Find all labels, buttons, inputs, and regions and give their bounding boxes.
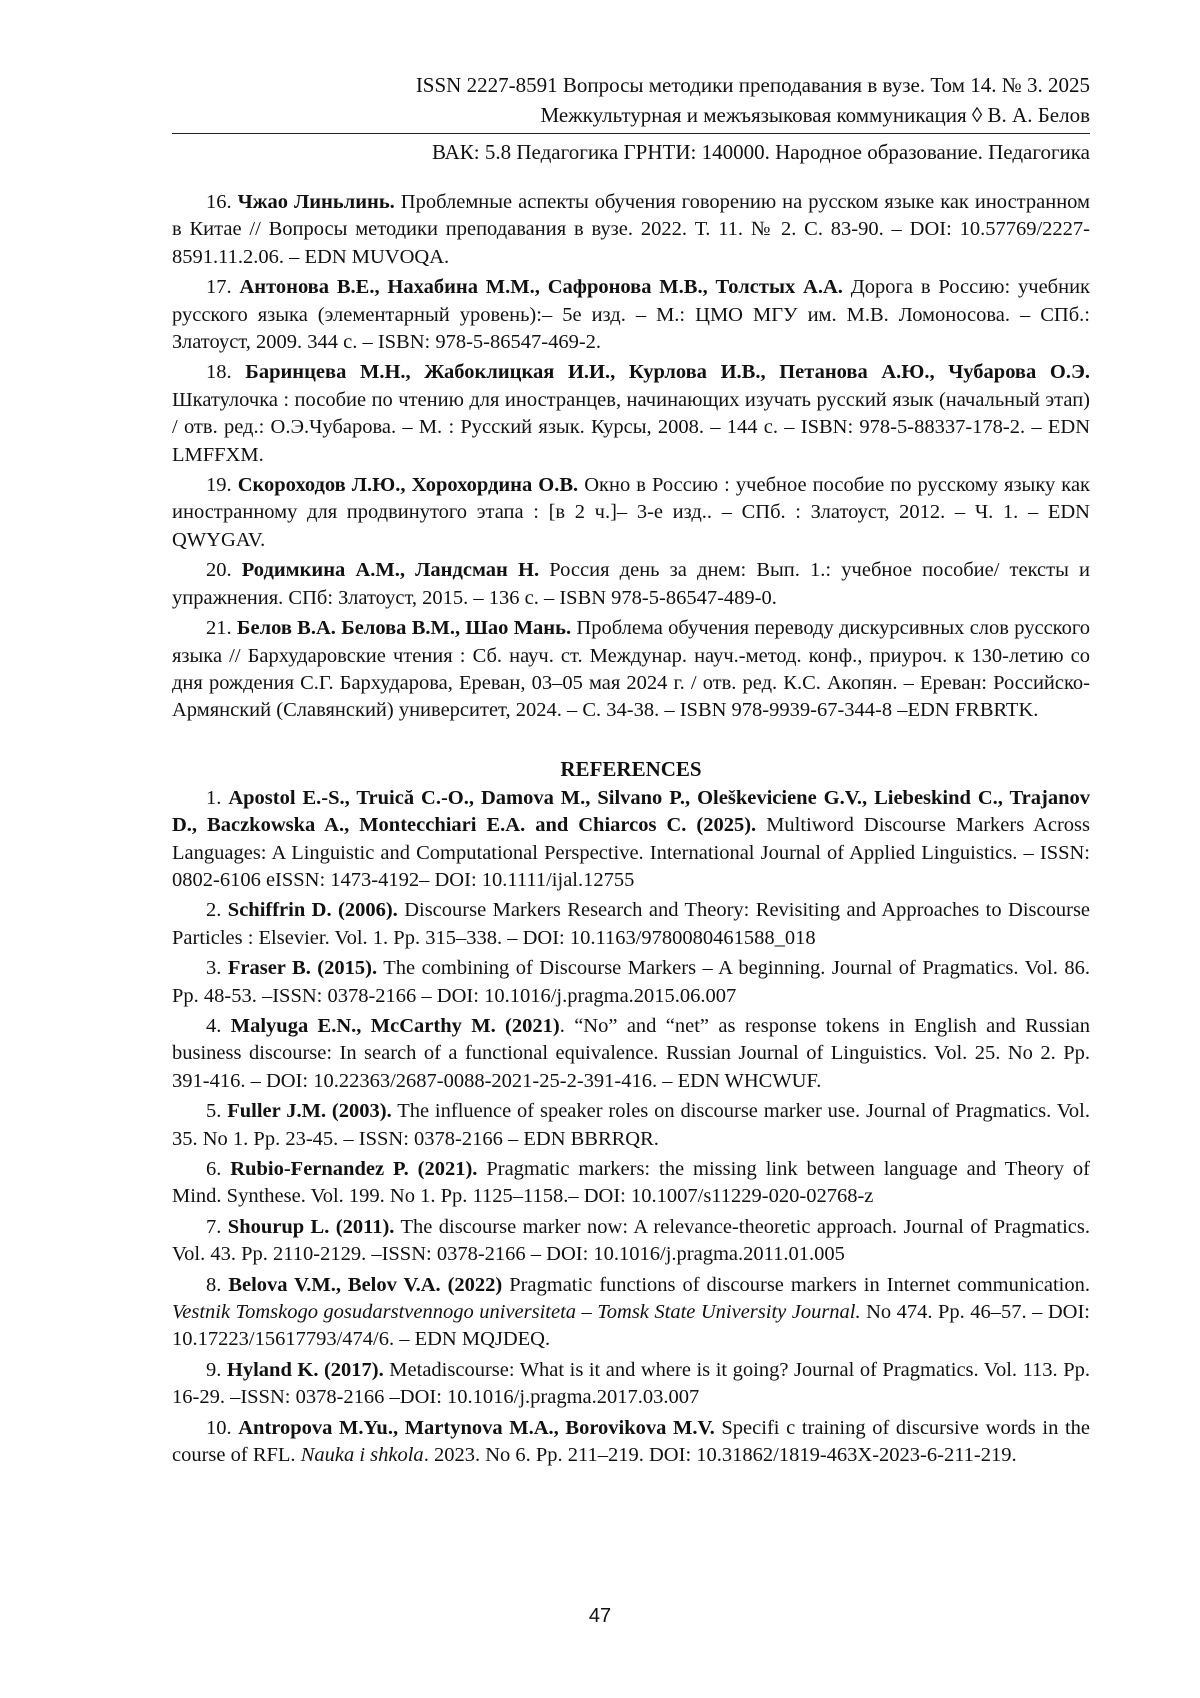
reference-number: 21. <box>206 617 232 640</box>
reference-journal: Nauka i shkola <box>300 1444 424 1467</box>
reference-authors: Hyland K. (2017). <box>226 1358 384 1381</box>
reference-entry-10 <box>172 1415 1090 1470</box>
reference-text: Specifi c training of discursive words in the course of RFL. <box>172 1416 1090 1467</box>
reference-entry-9 <box>172 1357 1090 1412</box>
reference-text: Проблема обучения переводу дискурсивных слов русского языка // Бархударовские чтения : Сб. науч. ст. Междунар. науч.-метод. конф., приуроч. к 130-летию со дня рождения С.Г. Бархударова, Ереван, 03–05 мая 2024 г. / отв. ред. К.С. Акопян. – Ереван: Российско-Армянский (Славянский) университет, 2024. – С. 34-38. – ISBN 978-9939-67-344-8 –EDN FRBRTK. <box>172 617 1090 722</box>
reference-entry-20 <box>172 557 1090 612</box>
reference-number: 7. <box>206 1215 222 1238</box>
reference-entry-18 <box>172 359 1090 469</box>
reference-authors: Rubio-Fernandez P. (2021). <box>230 1158 478 1180</box>
reference-entry-16 <box>172 189 1090 271</box>
reference-text: . “No” and “net” as response tokens in English and Russian business discourse: In search of a functional equivalence. Russian Journal of Linguistics. Vol. 25. No 2. Pp. 391-416. – DOI: 10.22363/2687-0088-2021-25-2-391-416. – EDN WHCWUF. <box>172 1014 1091 1092</box>
reference-entry-3 <box>172 955 1090 1010</box>
reference-entry-21 <box>172 615 1090 725</box>
reference-authors: Fuller J.M. (2003). <box>227 1100 392 1123</box>
russian-reference-list <box>172 189 1090 725</box>
reference-authors: Скороходов Л.Ю., Хорохордина О.В. <box>237 474 579 497</box>
reference-entry-8 <box>172 1272 1090 1354</box>
reference-text: Metadiscourse: What is it and where is it going? Journal of Pragmatics. Vol. 113. Pp. 16-29. –ISSN: 0378-2166 –DOI: 10.1016/j.pragma.2017.03.007 <box>172 1358 1090 1409</box>
reference-authors: Fraser B. (2015). <box>227 957 378 980</box>
reference-number: 8. <box>206 1273 222 1296</box>
reference-number: 3. <box>206 957 222 980</box>
journal-page <box>172 70 1090 1472</box>
page-number: 47 <box>588 1605 612 1627</box>
reference-text: Discourse Markers Research and Theory: Revisiting and Approaches to Discourse Particles : Elsevier. Vol. 1. Pp. 315–338. – DOI: 10.1163/9780080461588_018 <box>172 899 1091 949</box>
reference-entry-19 <box>172 472 1090 554</box>
reference-text: Дорога в Россию: учебник русского языка (элементарный уровень):– 5е изд. – М.: ЦМО МГУ им. М.В. Ломоносова. – СПб.: Златоуст, 2009. 344 с. – ISBN: 978-5-86547-469-2. <box>172 276 1091 354</box>
reference-entry-17 <box>172 274 1090 356</box>
reference-authors: Антонова В.Е., Нахабина М.М., Сафронова М.В., Толстых А.А. <box>239 276 843 299</box>
reference-number: 20. <box>206 559 232 582</box>
reference-number: 4. <box>206 1014 222 1037</box>
reference-number: 6. <box>206 1158 222 1180</box>
reference-authors: Баринцева М.Н., Жабоклицкая И.И., Курлова И.В., Петанова А.Ю., Чубарова О.Э. <box>245 361 1090 384</box>
reference-authors: Belova V.M., Belov V.A. (2022) <box>228 1273 503 1296</box>
reference-text: Шкатулочка : пособие по чтению для иностранцев, начинающих изучать русский язык (начальный этап) / отв. ред.: О.Э.Чубарова. – М. : Русский язык. Курсы, 2008. – 144 с. – ISBN: 978-5-88337-178-2. – EDN LMFFXM. <box>172 388 1090 466</box>
reference-entry-7 <box>172 1214 1090 1269</box>
reference-text: The influence of speaker roles on discourse marker use. Journal of Pragmatics. Vol. 35. No 1. Pp. 23-45. – ISSN: 0378-2166 – EDN BBRRQR. <box>172 1100 1090 1150</box>
reference-text: Pragmatic markers: the missing link between language and Theory of Mind. Synthese. Vol. 199. No 1. Pp. 1125–1158.– DOI: 10.1007/s11229-020-02768-z <box>172 1158 1090 1208</box>
reference-number: 2. <box>206 899 222 922</box>
reference-number: 16. <box>206 191 232 213</box>
header-vak-line: ВАК: 5.8 Педагогика ГРНТИ: 140000. Народное образование. Педагогика <box>431 140 1090 164</box>
reference-authors: Schiffrin D. (2006). <box>227 899 398 922</box>
header-rule <box>172 133 1090 134</box>
reference-journal: Vestnik Tomskogo gosudarstvennogo universiteta – Tomsk State University Journal. <box>172 1301 861 1324</box>
reference-number: 10. <box>206 1416 232 1439</box>
references-heading: REFERENCES <box>560 756 702 781</box>
reference-text: The discourse marker now: A relevance-theoretic approach. Journal of Pragmatics. Vol. 43. Pp. 2110-2129. –ISSN: 0378-2166 – DOI: 10.1016/j.pragma.2011.01.005 <box>172 1215 1090 1266</box>
reference-number: 18. <box>206 361 232 384</box>
reference-authors: Apostol E.-S., Truică C.-O., Damova M., Silvano P., Oleškeviciene G.V., Liebeskind C., Trajanov D., Baczkowska A., Montecchiari E.A. and Chiarcos C. (2025). <box>172 786 1091 837</box>
reference-entry-5 <box>172 1098 1090 1153</box>
reference-number: 9. <box>206 1358 222 1381</box>
reference-text-tail: . 2023. No 6. Pp. 211–219. DOI: 10.31862/1819-463X-2023-6-211-219. <box>423 1444 1017 1467</box>
reference-text: The combining of Discourse Markers – A beginning. Journal of Pragmatics. Vol. 86. Pp. 48-53. –ISSN: 0378-2166 – DOI: 10.1016/j.pragma.2015.06.007 <box>172 957 1090 1007</box>
reference-text: Проблемные аспекты обучения говорению на русском языке как иностранном в Китае // Вопросы методики преподавания в вузе. 2022. Т. 11. № 2. С. 83-90. – DOI: 10.57769/2227-8591.11.2.06. – EDN MUVOQA. <box>172 191 1090 268</box>
reference-entry-4 <box>172 1013 1090 1095</box>
reference-authors: Malyuga E.N., McCarthy M. (2021) <box>230 1014 560 1037</box>
reference-text-tail: No 474. Pp. 46–57. – DOI: 10.17223/15617793/474/6. – EDN MQJDEQ. <box>172 1301 1090 1351</box>
header-issn-line: ISSN 2227-8591 Вопросы методики преподавания в вузе. Том 14. № 3. 2025 <box>415 73 1090 97</box>
reference-number: 5. <box>206 1100 222 1123</box>
reference-authors: Shourup L. (2011). <box>227 1215 395 1238</box>
reference-number: 19. <box>206 474 232 497</box>
reference-text: Multiword Discourse Markers Across Languages: A Linguistic and Computational Perspective. International Journal of Applied Linguistics. – ISSN: 0802-6106 eISSN: 1473-4192– DOI: 10.1111/ijal.12755 <box>172 814 1091 891</box>
header-section-line: Межкультурная и межъязыковая коммуникация ◊ В. А. Белов <box>540 103 1090 127</box>
reference-text: Россия день за днем: Вып. 1.: учебное пособие/ тексты и упражнения. СПб: Златоуст, 2015. – 136 с. – ISBN 978-5-86547-489-0. <box>172 559 1091 609</box>
reference-entry-2 <box>172 897 1090 952</box>
reference-entry-1 <box>172 785 1090 895</box>
running-header <box>172 70 1090 130</box>
reference-entry-6 <box>172 1156 1090 1211</box>
reference-authors: Родимкина А.М., Ландсман Н. <box>241 559 540 582</box>
reference-authors: Antropova M.Yu., Martynova M.A., Borovikova M.V. <box>238 1416 715 1439</box>
reference-number: 1. <box>206 786 222 809</box>
reference-text: Pragmatic functions of discourse markers in Internet communication. <box>509 1273 1090 1296</box>
reference-authors: Чжао Линьлинь. <box>237 191 395 213</box>
reference-text: Окно в Россию : учебное пособие по русскому языку как иностранному для продвинутого этапа : [в 2 ч.]– 3-е изд.. – СПб. : Златоуст, 2012. – Ч. 1. – EDN QWYGAV. <box>172 474 1091 551</box>
reference-authors: Белов В.А. Белова В.М., Шао Мань. <box>236 617 572 640</box>
english-reference-list <box>172 785 1090 1470</box>
reference-number: 17. <box>206 276 232 299</box>
